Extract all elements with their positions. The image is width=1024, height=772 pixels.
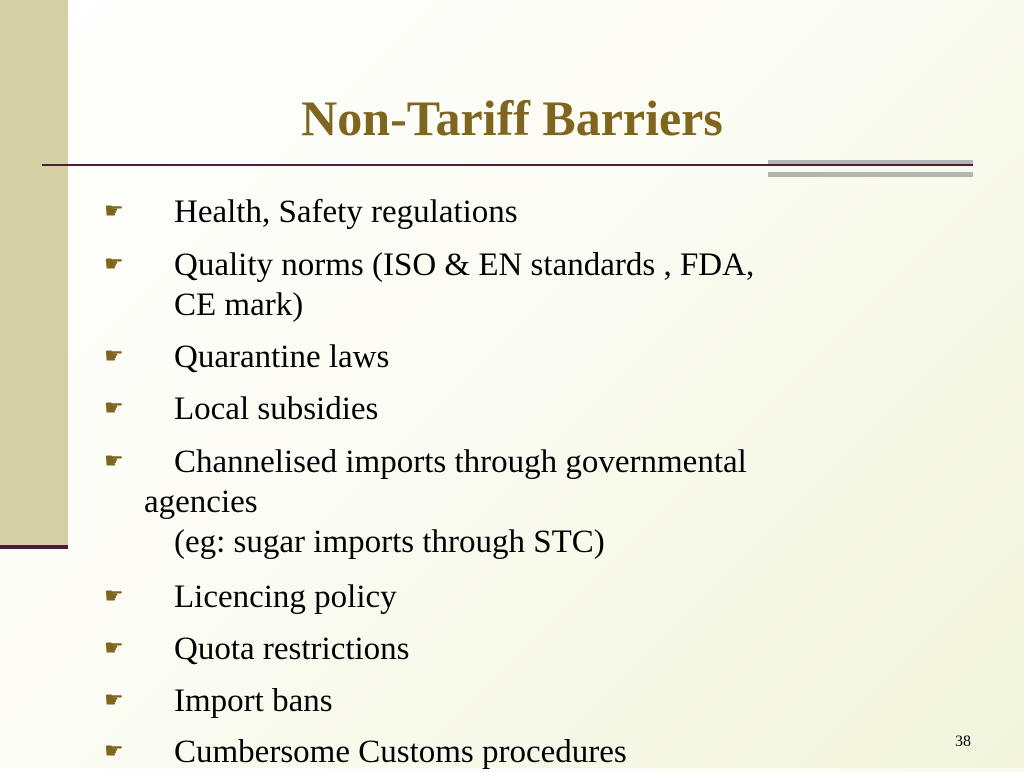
list-item: [104, 681, 924, 721]
pointing-hand-icon: ☛: [104, 688, 124, 713]
list-item: [104, 442, 924, 562]
pointing-hand-icon: ☛: [104, 636, 124, 661]
pointing-hand-icon: ☛: [104, 396, 124, 421]
list-item: [104, 192, 924, 232]
list-item: [104, 629, 924, 669]
slide-title: Non-Tariff Barriers: [301, 90, 723, 146]
list-item: [104, 389, 924, 429]
list-item: [104, 245, 924, 325]
list-item-text: Health, Safety regulations: [174, 194, 518, 230]
list-item-text: Cumbersome Customs procedures: [174, 734, 627, 770]
pointing-hand-icon: ☛: [104, 199, 124, 224]
list-item-text: Channelised imports through governmental: [174, 444, 747, 480]
list-item-text: Quality norms (ISO & EN standards , FDA, CE mark): [174, 247, 755, 323]
pointing-hand-icon: ☛: [104, 449, 124, 474]
list-item: [104, 577, 924, 617]
pointing-hand-icon: ☛: [104, 584, 124, 609]
list-item-subline: (eg: sugar imports through STC): [174, 524, 605, 560]
pointing-hand-icon: ☛: [104, 344, 124, 369]
list-item-text: Quarantine laws: [174, 339, 390, 375]
list-item-text: Local subsidies: [174, 391, 379, 427]
pointing-hand-icon: ☛: [104, 252, 124, 277]
list-item-continuation: agencies: [144, 484, 258, 520]
slide-number: 38: [955, 733, 971, 750]
pointing-hand-icon: ☛: [104, 739, 124, 764]
list-item: [104, 337, 924, 377]
list-item: [104, 732, 924, 772]
list-item-text: Licencing policy: [174, 579, 397, 615]
list-item-text: Import bans: [174, 683, 333, 719]
list-item-text: Quota restrictions: [174, 631, 410, 667]
